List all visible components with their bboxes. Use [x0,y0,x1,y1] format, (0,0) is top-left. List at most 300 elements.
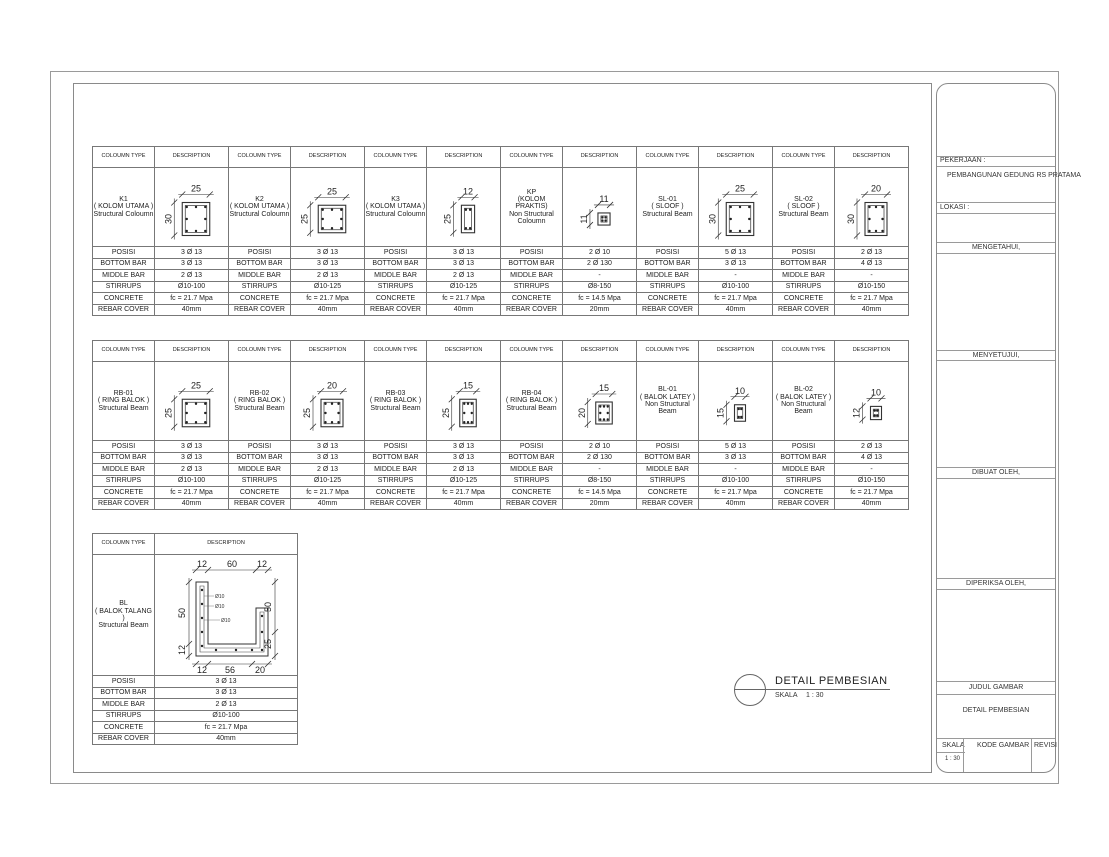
rebar-dot [185,206,187,208]
rebar-dot [740,416,742,418]
rebar-dot [194,230,196,232]
member-kind: Structural Beam [370,404,421,412]
rebar-dot [215,649,217,651]
spec-label-cover: REBAR COVER [637,498,699,510]
spec-label-bottom: BOTTOM BAR [637,452,699,464]
spec-label-stirrups: STIRRUPS [773,281,835,293]
dimension-label-bot_left: 12 [196,665,208,674]
rebar-detail-table-2 [92,340,909,510]
spec-value-bottom: 2 Ø 130 [563,452,637,464]
member-code: K1 [119,195,128,203]
rebar-dot [201,617,203,619]
rebar-detail-table-3 [92,533,298,745]
spec-label-stirrups: STIRRUPS [93,475,155,487]
rebar-dot [468,227,470,229]
height-dimension-label: 12 [851,407,861,419]
rebar-dot [740,408,742,410]
spec-label-concrete: CONCRETE [637,293,699,305]
height-dimension-label: 11 [578,214,589,224]
header-description: DESCRIPTION [427,341,501,362]
spec-label-middle: MIDDLE BAR [365,270,427,282]
member-name: ( BALOK TALANG ) [95,607,152,622]
rebar-dot [748,218,750,220]
spec-value-bottom: 3 Ø 13 [155,687,298,699]
height-dimension-label: 25 [301,407,312,419]
spec-value-middle: - [699,270,773,282]
section-diagram [706,363,766,439]
header-coloumn-type: COLOUMN TYPE [365,147,427,168]
section-diagram [842,169,902,245]
section-marker-icon [734,674,766,706]
stirrup-outline [185,402,207,424]
member-code: BL-02 [794,386,813,394]
member-code: KP [526,188,537,196]
rebar-dot [470,412,472,414]
drawing-scale-label: SKALA [775,692,798,699]
spec-value-bottom: 3 Ø 13 [427,258,501,270]
header-description: DESCRIPTION [155,147,229,168]
height-dimension-label: 30 [845,213,856,225]
width-dimension-label: 15 [598,383,609,393]
spec-value-bottom: 4 Ø 13 [835,258,909,270]
spec-value-stirrups: Ø10-100 [155,710,298,722]
member-code: BL [119,600,128,608]
spec-label-bottom: BOTTOM BAR [637,258,699,270]
section-cell [835,362,909,441]
member-kind: Structural Beam [506,404,557,412]
header-coloumn-type: COLOUMN TYPE [501,341,563,362]
width-dimension-label: 12 [462,186,473,197]
spec-value-stirrups: Ø10-125 [427,281,501,293]
section-diagram [570,363,630,439]
member-code: RB-03 [385,389,406,397]
rebar-dot [604,216,606,218]
spec-value-posisi: 3 Ø 13 [427,247,501,259]
header-coloumn-type: COLOUMN TYPE [773,147,835,168]
member-kind: Non Structural Beam [645,401,690,416]
rebar-dot [201,631,203,633]
member-code: K3 [391,195,400,203]
spec-value-middle: - [835,464,909,476]
spec-value-middle: 2 Ø 13 [427,464,501,476]
title-underline [734,689,890,690]
rebar-dot [881,218,883,220]
rebar-dot [470,421,472,423]
dimension-label-bot_mid: 56 [224,665,236,674]
member-name: ( RING BALOK ) [233,397,286,405]
member-code: RB-01 [113,389,134,397]
spec-label-concrete: CONCRETE [365,293,427,305]
rebar-dot [729,206,731,208]
rebar-dot [204,218,206,220]
spec-value-stirrups: Ø10-100 [155,475,229,487]
spec-label-concrete: CONCRETE [501,487,563,499]
spec-label-middle: MIDDLE BAR [365,464,427,476]
spec-label-stirrups: STIRRUPS [637,281,699,293]
spec-label-posisi: POSISI [637,441,699,453]
stirrup-outline [185,206,207,233]
width-dimension-label: 20 [326,380,337,391]
section-cell [699,362,773,441]
spec-label-posisi: POSISI [501,247,563,259]
spec-label-posisi: POSISI [501,441,563,453]
rebar-dot [464,227,466,229]
spec-label-stirrups: STIRRUPS [637,475,699,487]
height-dimension-label: 30 [706,213,717,225]
spec-label-bottom: BOTTOM BAR [229,258,291,270]
spec-label-bottom: BOTTOM BAR [93,687,155,699]
spec-value-stirrups: Ø10-125 [291,475,365,487]
rebar-dot [321,218,323,220]
member-label-cell [773,168,835,247]
spec-value-cover: 40mm [427,304,501,316]
section-diagram [706,169,766,245]
section-cell [291,168,365,247]
spec-label-middle: MIDDLE BAR [637,270,699,282]
spec-label-bottom: BOTTOM BAR [229,452,291,464]
width-dimension-label: 11 [598,193,609,204]
member-kind: Non Structural Beam [781,401,826,416]
spec-value-concrete: fc = 21.7 Mpa [835,293,909,305]
bar-callout-label: Ø10 [221,618,231,624]
header-description: DESCRIPTION [699,341,773,362]
section-diagram [570,169,630,245]
spec-value-cover: 40mm [835,304,909,316]
spec-value-posisi: 3 Ø 13 [291,441,365,453]
spec-label-cover: REBAR COVER [229,304,291,316]
bar-callout-label: Ø10 [215,604,225,610]
dimension-label-bot_right: 20 [254,665,266,674]
skala-label: SKALA [942,742,965,749]
width-dimension-label: 25 [190,183,201,194]
member-kind: Structural Beam [642,210,693,218]
rebar-dot [330,403,332,405]
spec-label-concrete: CONCRETE [637,487,699,499]
section-cell [427,168,501,247]
spec-value-concrete: fc = 14.5 Mpa [563,487,637,499]
header-coloumn-type: COLOUMN TYPE [93,147,155,168]
section-diagram [162,363,222,439]
member-name: ( SLOOF ) [651,203,684,211]
header-description: DESCRIPTION [427,147,501,168]
spec-label-middle: MIDDLE BAR [501,464,563,476]
spec-value-concrete: fc = 21.7 Mpa [427,487,501,499]
rebar-dot [235,649,237,651]
rebar-dot [466,421,468,423]
height-dimension-label: 15 [715,407,725,419]
rebar-dot [748,230,750,232]
header-coloumn-type: COLOUMN TYPE [501,147,563,168]
spec-label-posisi: POSISI [93,441,155,453]
rebar-dot [204,206,206,208]
header-description: DESCRIPTION [835,341,909,362]
spec-value-middle: 2 Ø 13 [291,464,365,476]
spec-value-stirrups: Ø8-150 [563,475,637,487]
spec-value-posisi: 5 Ø 13 [699,247,773,259]
spec-label-middle: MIDDLE BAR [93,699,155,711]
rebar-dot [868,230,870,232]
rebar-dot [340,218,342,220]
rebar-dot [876,409,878,411]
rebar-dot [204,412,206,414]
rebar-dot [873,414,875,416]
spec-value-stirrups: Ø8-150 [563,281,637,293]
rebar-dot [466,403,468,405]
rebar-dot [729,218,731,220]
section-cell [155,555,298,676]
rebar-dot [881,230,883,232]
dimension-label-top_right: 12 [256,559,268,569]
rebar-dot [324,403,326,405]
rebar-dot [321,227,323,229]
header-description: DESCRIPTION [699,147,773,168]
member-code: RB-02 [249,389,270,397]
spec-label-concrete: CONCRETE [229,293,291,305]
dimension-label-top_left: 12 [196,559,208,569]
rebar-dot [601,219,603,221]
spec-value-middle: - [563,464,637,476]
rebar-dot [606,412,608,414]
spec-label-middle: MIDDLE BAR [229,464,291,476]
header-coloumn-type: COLOUMN TYPE [773,341,835,362]
spec-value-posisi: 2 Ø 10 [563,247,637,259]
rebar-dot [340,209,342,211]
spec-label-cover: REBAR COVER [637,304,699,316]
spec-label-middle: MIDDLE BAR [501,270,563,282]
section-diagram [842,363,902,439]
spec-label-cover: REBAR COVER [93,304,155,316]
spec-value-bottom: 3 Ø 13 [291,258,365,270]
member-kind: Structural Coloumn [229,210,290,218]
rebar-dot [204,403,206,405]
stirrup-outline [464,208,471,230]
section-diagram [434,169,494,245]
spec-label-middle: MIDDLE BAR [93,464,155,476]
header-description: DESCRIPTION [563,341,637,362]
spec-value-concrete: fc = 21.7 Mpa [291,487,365,499]
rebar-dot [321,209,323,211]
member-kind: Non Structural Coloumn [509,210,554,226]
spec-value-stirrups: Ø10-100 [699,475,773,487]
spec-label-cover: REBAR COVER [773,304,835,316]
section-diagram [298,169,358,245]
pekerjaan-value: PEMBANGUNAN GEDUNG RS PRATAMA [947,172,1081,179]
spec-label-concrete: CONCRETE [773,293,835,305]
member-name: ( BALOK LATEY ) [639,393,696,401]
section-diagram [434,363,494,439]
section-cell [699,168,773,247]
member-label-cell [637,168,699,247]
section-cell [427,362,501,441]
spec-value-stirrups: Ø10-125 [291,281,365,293]
spec-value-cover: 40mm [155,304,229,316]
member-label-cell [93,362,155,441]
dimension-label-left_h: 50 [177,607,187,619]
spec-label-stirrups: STIRRUPS [773,475,835,487]
rebar-dot [868,218,870,220]
rebar-dot [729,230,731,232]
rebar-dot [185,218,187,220]
height-dimension-label: 25 [298,213,309,225]
title-block [936,83,1081,773]
spec-label-cover: REBAR COVER [501,304,563,316]
rebar-dot [201,589,203,591]
rebar-dot [324,412,326,414]
spec-value-cover: 40mm [155,733,298,745]
rebar-dot [261,615,263,617]
rebar-dot [330,209,332,211]
width-dimension-label: 25 [326,186,337,197]
spec-value-concrete: fc = 14.5 Mpa [563,293,637,305]
spec-label-bottom: BOTTOM BAR [93,258,155,270]
spec-value-stirrups: Ø10-100 [155,281,229,293]
beam-outline [196,582,268,656]
section-cell [835,168,909,247]
stirrup-outline [729,206,751,233]
spec-label-stirrups: STIRRUPS [229,281,291,293]
dimension-label-left_low: 12 [177,644,187,656]
member-label-cell [501,168,563,247]
spec-label-bottom: BOTTOM BAR [365,452,427,464]
width-dimension-label: 20 [870,183,881,194]
section-cell [563,362,637,441]
spec-value-bottom: 3 Ø 13 [427,452,501,464]
rebar-dot [201,645,203,647]
rebar-dot [606,418,608,420]
member-kind: Structural Beam [98,404,149,412]
member-name: ( RING BALOK ) [369,397,422,405]
section-diagram [162,169,222,245]
member-code: SL-02 [794,195,813,203]
spec-value-posisi: 5 Ø 13 [699,441,773,453]
spec-label-bottom: BOTTOM BAR [773,452,835,464]
width-dimension-label: 25 [190,380,201,391]
rebar-dot [251,649,253,651]
skala-value: 1 : 30 [945,756,961,762]
spec-value-bottom: 3 Ø 13 [155,258,229,270]
spec-value-middle: 2 Ø 13 [155,699,298,711]
diperiksa-label: DIPERIKSA OLEH, [966,580,1026,587]
rebar-dot [874,230,876,232]
member-name: ( RING BALOK ) [97,397,150,405]
spec-value-bottom: 3 Ø 13 [155,452,229,464]
spec-value-bottom: 3 Ø 13 [699,258,773,270]
rebar-dot [194,421,196,423]
header-coloumn-type: COLOUMN TYPE [229,341,291,362]
spec-label-posisi: POSISI [229,441,291,453]
spec-value-middle: 2 Ø 13 [155,270,229,282]
spec-label-stirrups: STIRRUPS [93,710,155,722]
section-cell [563,168,637,247]
header-coloumn-type: COLOUMN TYPE [637,147,699,168]
header-description: DESCRIPTION [155,341,229,362]
rebar-dot [470,403,472,405]
header-coloumn-type: COLOUMN TYPE [229,147,291,168]
spec-value-middle: - [563,270,637,282]
width-dimension-label: 15 [462,380,473,391]
spec-value-cover: 40mm [427,498,501,510]
member-code: BL-01 [658,386,677,394]
kode-gambar-label: KODE GAMBAR [977,742,1030,749]
rebar-dot [602,418,604,420]
header-coloumn-type: COLOUMN TYPE [93,534,155,555]
rebar-dot [599,418,601,420]
member-label-cell [365,168,427,247]
rebar-dot [737,416,739,418]
section-cell [155,168,229,247]
rebar-dot [606,405,608,407]
spec-value-cover: 40mm [291,498,365,510]
spec-label-posisi: POSISI [93,247,155,259]
rebar-dot [602,405,604,407]
rebar-dot [330,421,332,423]
spec-label-concrete: CONCRETE [773,487,835,499]
spec-value-concrete: fc = 21.7 Mpa [699,293,773,305]
spec-label-middle: MIDDLE BAR [229,270,291,282]
rebar-dot [599,405,601,407]
rebar-dot [185,421,187,423]
spec-value-posisi: 3 Ø 13 [155,676,298,688]
spec-value-posisi: 3 Ø 13 [155,247,229,259]
spec-label-bottom: BOTTOM BAR [501,452,563,464]
height-dimension-label: 25 [441,213,452,225]
spec-value-cover: 40mm [699,498,773,510]
spec-label-posisi: POSISI [773,247,835,259]
spec-value-stirrups: Ø10-100 [699,281,773,293]
member-label-cell [365,362,427,441]
rebar-dot [738,206,740,208]
rebar-dot [464,209,466,211]
rebar-detail-table-1 [92,146,909,316]
dimension-label-right_low: 25 [263,638,273,650]
member-name: (KOLOM PRAKTIS) [515,195,548,211]
rebar-dot [873,409,875,411]
section-outline [870,406,881,419]
member-code: K2 [255,195,264,203]
spec-value-cover: 40mm [699,304,773,316]
spec-value-concrete: fc = 21.7 Mpa [155,487,229,499]
member-label-cell [229,362,291,441]
spec-value-middle: - [835,270,909,282]
member-label-cell [93,555,155,676]
spec-label-posisi: POSISI [93,676,155,688]
header-description: DESCRIPTION [563,147,637,168]
member-kind: Structural Coloumn [365,210,426,218]
member-kind: Structural Beam [778,210,829,218]
dibuat-label: DIBUAT OLEH, [972,469,1020,476]
spec-value-posisi: 3 Ø 13 [427,441,501,453]
menyetujui-label: MENYETUJUI, [972,352,1020,359]
spec-label-concrete: CONCRETE [365,487,427,499]
member-name: ( KOLOM UTAMA ) [93,203,154,211]
header-description: DESCRIPTION [155,534,298,555]
spec-value-bottom: 4 Ø 13 [835,452,909,464]
spec-label-concrete: CONCRETE [229,487,291,499]
member-label-cell [501,362,563,441]
spec-value-stirrups: Ø10-150 [835,475,909,487]
member-label-cell [637,362,699,441]
rebar-dot [599,412,601,414]
spec-label-posisi: POSISI [637,247,699,259]
rebar-dot [876,414,878,416]
spec-label-bottom: BOTTOM BAR [93,452,155,464]
rebar-dot [194,206,196,208]
member-name: ( KOLOM UTAMA ) [229,203,290,211]
header-coloumn-type: COLOUMN TYPE [637,341,699,362]
member-label-cell [773,362,835,441]
header-coloumn-type: COLOUMN TYPE [365,341,427,362]
spec-value-cover: 20mm [563,304,637,316]
